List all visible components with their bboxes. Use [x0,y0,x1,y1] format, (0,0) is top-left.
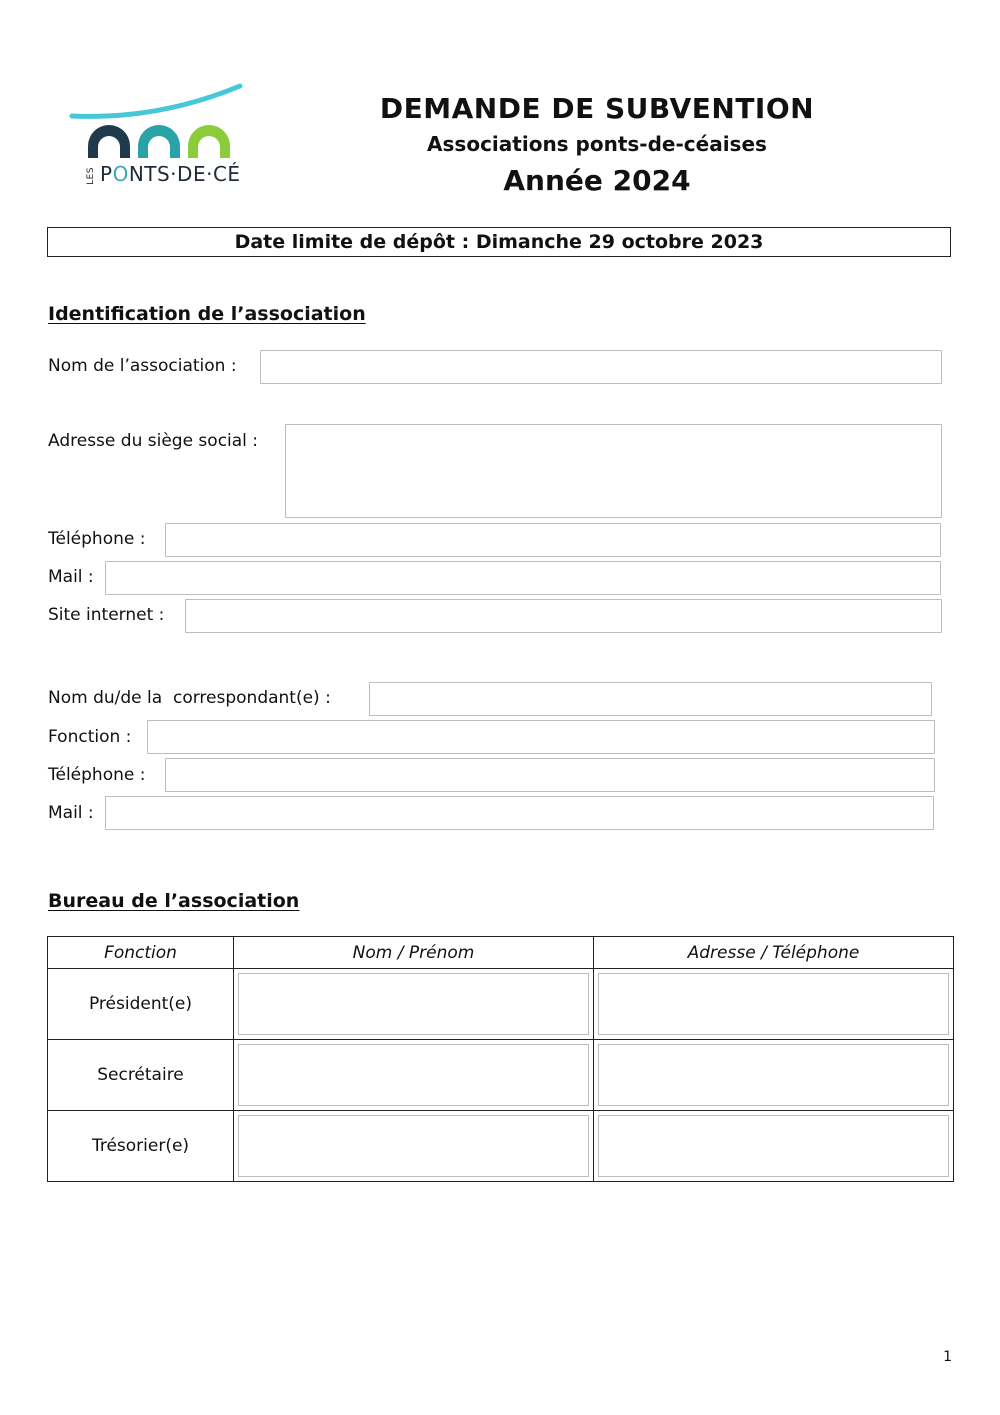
logo-graphic [68,80,248,160]
correspondant-name-label: Nom du/de la correspondant(e) : [48,688,331,708]
document-title: DEMANDE DE SUBVENTION [379,92,815,125]
association-name-field[interactable] [260,350,942,384]
column-header-function: Fonction [48,937,234,969]
correspondant-phone-field[interactable] [165,758,935,792]
section-title-bureau: Bureau de l’association [48,890,300,912]
table-header-row [48,937,954,969]
table-row [48,1111,954,1182]
headquarters-address-label: Adresse du siège social : [48,431,259,451]
correspondant-mail-field[interactable] [105,796,934,830]
table-row [48,969,954,1040]
association-name-label: Nom de l’association : [48,356,237,376]
president-name-field[interactable] [238,973,589,1035]
bureau-table [47,936,954,1182]
page-number: 1 [943,1349,952,1365]
association-phone-field[interactable] [165,523,941,557]
document-subtitle: Associations ponts-de-céaises [427,132,767,156]
website-field[interactable] [185,599,942,633]
table-row [48,1040,954,1111]
municipality-logo [68,80,248,190]
website-label: Site internet : [48,605,165,625]
association-mail-label: Mail : [48,567,94,587]
correspondant-function-label: Fonction : [48,727,132,747]
president-address-field[interactable] [598,973,949,1035]
association-phone-label: Téléphone : [48,529,146,549]
role-secretary: Secrétaire [48,1040,234,1111]
correspondant-function-field[interactable] [147,720,935,754]
section-title-identification: Identification de l’association [48,303,366,325]
headquarters-address-field[interactable] [285,424,942,518]
logo-wordmark: LES PONTS·DE·CÉ [86,162,241,186]
treasurer-name-field[interactable] [238,1115,589,1177]
correspondant-phone-label: Téléphone : [48,765,146,785]
role-president: Président(e) [48,969,234,1040]
correspondant-mail-label: Mail : [48,803,94,823]
secretary-address-field[interactable] [598,1044,949,1106]
role-treasurer: Trésorier(e) [48,1111,234,1182]
correspondant-name-field[interactable] [369,682,932,716]
column-header-address-phone: Adresse / Téléphone [594,937,954,969]
document-year: Année 2024 [503,164,691,197]
deadline-banner: Date limite de dépôt : Dimanche 29 octobre 2023 [47,227,951,257]
treasurer-address-field[interactable] [598,1115,949,1177]
column-header-name: Nom / Prénom [234,937,594,969]
secretary-name-field[interactable] [238,1044,589,1106]
association-mail-field[interactable] [105,561,941,595]
